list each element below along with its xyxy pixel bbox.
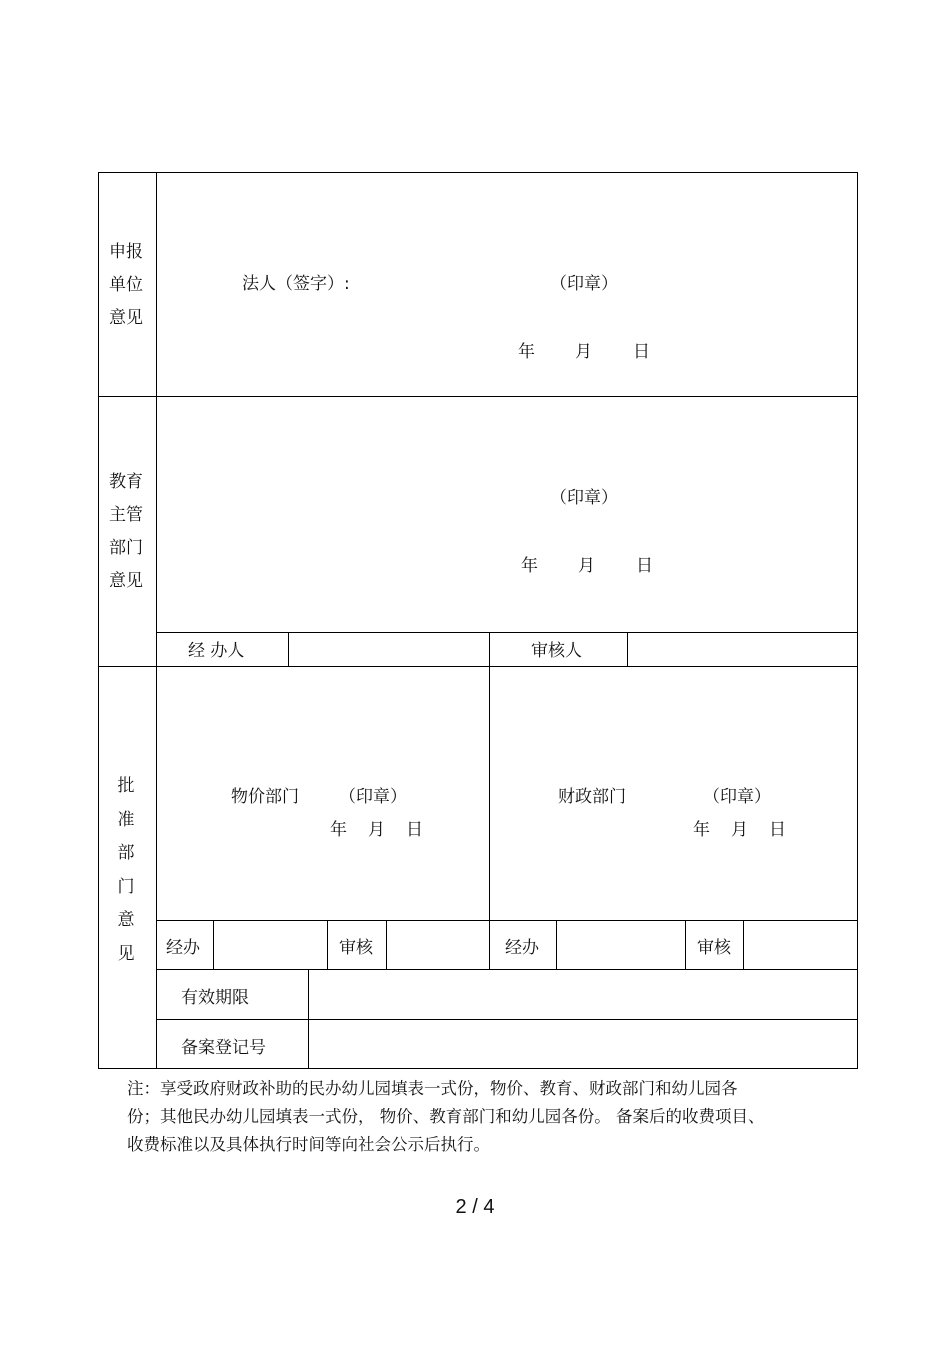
education-seal-label: （印章） bbox=[550, 488, 618, 508]
label-line: 意见 bbox=[109, 571, 143, 591]
price-handler-label: 经办 bbox=[166, 938, 200, 958]
label-line: 意见 bbox=[109, 308, 143, 328]
page-number: 2 / 4 bbox=[455, 1196, 495, 1218]
education-reviewer-field[interactable] bbox=[629, 634, 856, 665]
education-reviewer-label: 审核人 bbox=[531, 641, 582, 661]
footnote bbox=[127, 1075, 847, 1159]
footnote-line: 收费标准以及具体执行时间等向社会公示后执行。 bbox=[127, 1135, 490, 1154]
label-line: 单位 bbox=[109, 275, 143, 295]
price-department-date-month: 月 bbox=[368, 820, 385, 840]
price-reviewer-label: 审核 bbox=[339, 938, 373, 958]
finance-reviewer-field[interactable] bbox=[745, 922, 856, 968]
finance-department-date-month: 月 bbox=[731, 820, 748, 840]
applicant-seal-label: （印章） bbox=[550, 274, 618, 294]
finance-handler-label: 经办 bbox=[505, 938, 539, 958]
validity-period-field[interactable] bbox=[310, 971, 856, 1018]
footnote-line: 份；其他民办幼儿园填表一式份， 物价、教育部门和幼儿园各份。 备案后的收费项目、 bbox=[127, 1107, 765, 1126]
price-reviewer-field[interactable] bbox=[388, 922, 488, 968]
label-line: 教育 bbox=[109, 472, 143, 492]
label-line: 部 bbox=[117, 843, 135, 863]
price-handler-field[interactable] bbox=[215, 922, 326, 968]
validity-period-label: 有效期限 bbox=[181, 988, 249, 1008]
education-date-year: 年 bbox=[521, 556, 538, 576]
label-line: 部门 bbox=[109, 538, 143, 558]
finance-department-date-day: 日 bbox=[769, 820, 786, 840]
label-line: 准 bbox=[117, 809, 135, 830]
price-department-date-day: 日 bbox=[406, 820, 423, 840]
label-line: 见 bbox=[117, 943, 135, 964]
label-line: 申报 bbox=[109, 242, 143, 262]
record-number-label: 备案登记号 bbox=[181, 1038, 266, 1058]
record-number-field[interactable] bbox=[310, 1021, 856, 1067]
label-line: 批 bbox=[117, 776, 135, 796]
education-date-day: 日 bbox=[636, 556, 653, 576]
approval-section-label bbox=[98, 770, 154, 971]
applicant-section-label bbox=[98, 236, 154, 335]
label-line: 主管 bbox=[109, 505, 143, 525]
price-department-label: 物价部门 bbox=[231, 787, 299, 807]
education-section-label bbox=[98, 466, 154, 598]
label-line: 意 bbox=[117, 910, 135, 930]
education-handler-field[interactable] bbox=[290, 634, 488, 665]
finance-department-seal-label: （印章） bbox=[703, 787, 771, 807]
applicant-date-day: 日 bbox=[633, 342, 650, 362]
finance-department-date-year: 年 bbox=[693, 820, 710, 840]
applicant-date-month: 月 bbox=[575, 342, 592, 362]
price-department-seal-label: （印章） bbox=[339, 787, 407, 807]
label-line: 门 bbox=[117, 876, 135, 897]
finance-reviewer-label: 审核 bbox=[697, 938, 731, 958]
finance-handler-field[interactable] bbox=[558, 922, 684, 968]
price-department-date-year: 年 bbox=[330, 820, 347, 840]
education-date-month: 月 bbox=[578, 556, 595, 576]
footnote-line: 注：享受政府财政补助的民办幼儿园填表一式份，物价、教育、财政部门和幼儿园各 bbox=[127, 1079, 738, 1098]
education-handler-label: 经 办人 bbox=[188, 641, 245, 661]
finance-department-label: 财政部门 bbox=[558, 787, 626, 807]
legal-person-signature-label: 法人（签字）: bbox=[242, 274, 350, 294]
applicant-date-year: 年 bbox=[518, 342, 535, 362]
